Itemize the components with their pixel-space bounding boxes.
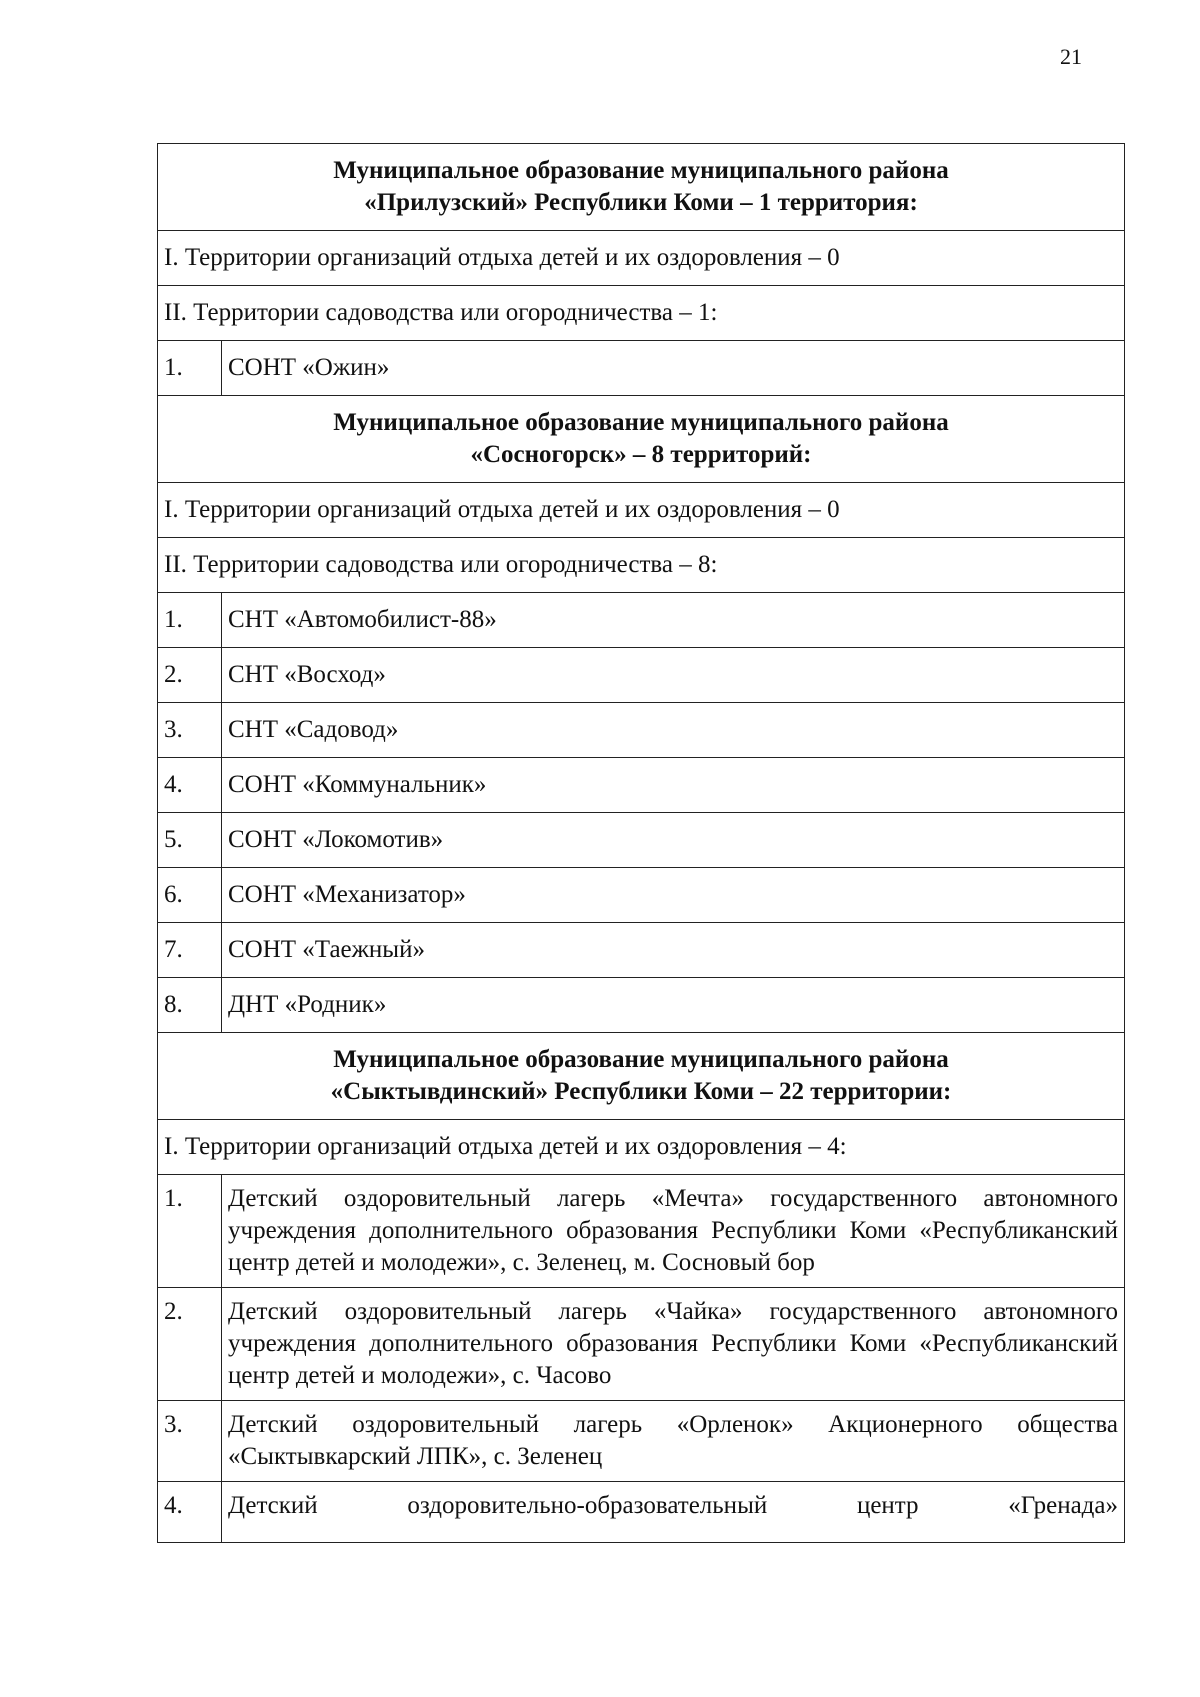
item-text: Детский оздоровительный лагерь «Орленок» Акционерного общества «Сыктывкарский ЛПК», с. Зеленец [222, 1401, 1125, 1482]
section-header-line: «Прилузский» Республики Коми – 1 территория: [364, 189, 918, 216]
subsection-row [158, 538, 1125, 593]
item-text: СНТ «Садовод» [222, 703, 1125, 758]
table-row [158, 1175, 1125, 1288]
subsection-title: II. Территории садоводства или огородничества – 8: [158, 538, 1125, 593]
table-row [158, 1482, 1125, 1543]
subsection-row [158, 286, 1125, 341]
item-number: 3. [158, 1401, 222, 1482]
table-row [158, 648, 1125, 703]
item-number: 2. [158, 648, 222, 703]
item-text: СНТ «Автомобилист-88» [222, 593, 1125, 648]
table-row [158, 978, 1125, 1033]
subsection-row [158, 1120, 1125, 1175]
item-number: 8. [158, 978, 222, 1033]
subsection-title: I. Территории организаций отдыха детей и их оздоровления – 0 [158, 231, 1125, 286]
section-header-row [158, 1033, 1125, 1120]
item-number: 5. [158, 813, 222, 868]
table-row [158, 341, 1125, 396]
section-header [158, 144, 1125, 231]
table-row [158, 703, 1125, 758]
table-row [158, 868, 1125, 923]
subsection-title: I. Территории организаций отдыха детей и их оздоровления – 4: [158, 1120, 1125, 1175]
table-row [158, 1288, 1125, 1401]
item-text: СНТ «Восход» [222, 648, 1125, 703]
section-header-line: Муниципальное образование муниципального района [333, 157, 949, 184]
item-text: СОНТ «Коммунальник» [222, 758, 1125, 813]
table-row [158, 758, 1125, 813]
item-text: Детский оздоровительный лагерь «Мечта» государственного автономного учреждения дополнительного образования Республики Коми «Республиканский центр детей и молодежи», с. Зеленец, м. Сосновый бор [222, 1175, 1125, 1288]
item-number: 7. [158, 923, 222, 978]
section-header [158, 396, 1125, 483]
section-header-line: «Сыктывдинский» Республики Коми – 22 территории: [330, 1078, 952, 1105]
table-row [158, 923, 1125, 978]
subsection-row [158, 483, 1125, 538]
section-header-row [158, 396, 1125, 483]
item-number: 1. [158, 341, 222, 396]
item-text: Детский оздоровительный лагерь «Чайка» государственного автономного учреждения дополнительного образования Республики Коми «Республиканский центр детей и молодежи», с. Часово [222, 1288, 1125, 1401]
item-text: Детский оздоровительно-образовательный центр «Гренада» [222, 1482, 1125, 1543]
territories-table [157, 143, 1125, 1543]
subsection-title: I. Территории организаций отдыха детей и их оздоровления – 0 [158, 483, 1125, 538]
section-header-row [158, 144, 1125, 231]
section-header-line: «Сосногорск» – 8 территорий: [470, 441, 812, 468]
item-number: 1. [158, 1175, 222, 1288]
page-number: 21 [1060, 44, 1082, 69]
subsection-title: II. Территории садоводства или огородничества – 1: [158, 286, 1125, 341]
table-row [158, 593, 1125, 648]
section-header-line: Муниципальное образование муниципального района [333, 409, 949, 436]
item-number: 4. [158, 1482, 222, 1543]
item-text: СОНТ «Таежный» [222, 923, 1125, 978]
item-text: СОНТ «Ожин» [222, 341, 1125, 396]
section-header-line: Муниципальное образование муниципального района [333, 1046, 949, 1073]
section-header [158, 1033, 1125, 1120]
item-number: 1. [158, 593, 222, 648]
item-text: СОНТ «Механизатор» [222, 868, 1125, 923]
item-number: 3. [158, 703, 222, 758]
item-text: СОНТ «Локомотив» [222, 813, 1125, 868]
item-number: 2. [158, 1288, 222, 1401]
item-number: 6. [158, 868, 222, 923]
item-number: 4. [158, 758, 222, 813]
item-text: ДНТ «Родник» [222, 978, 1125, 1033]
table-row [158, 813, 1125, 868]
table-row [158, 1401, 1125, 1482]
subsection-row [158, 231, 1125, 286]
